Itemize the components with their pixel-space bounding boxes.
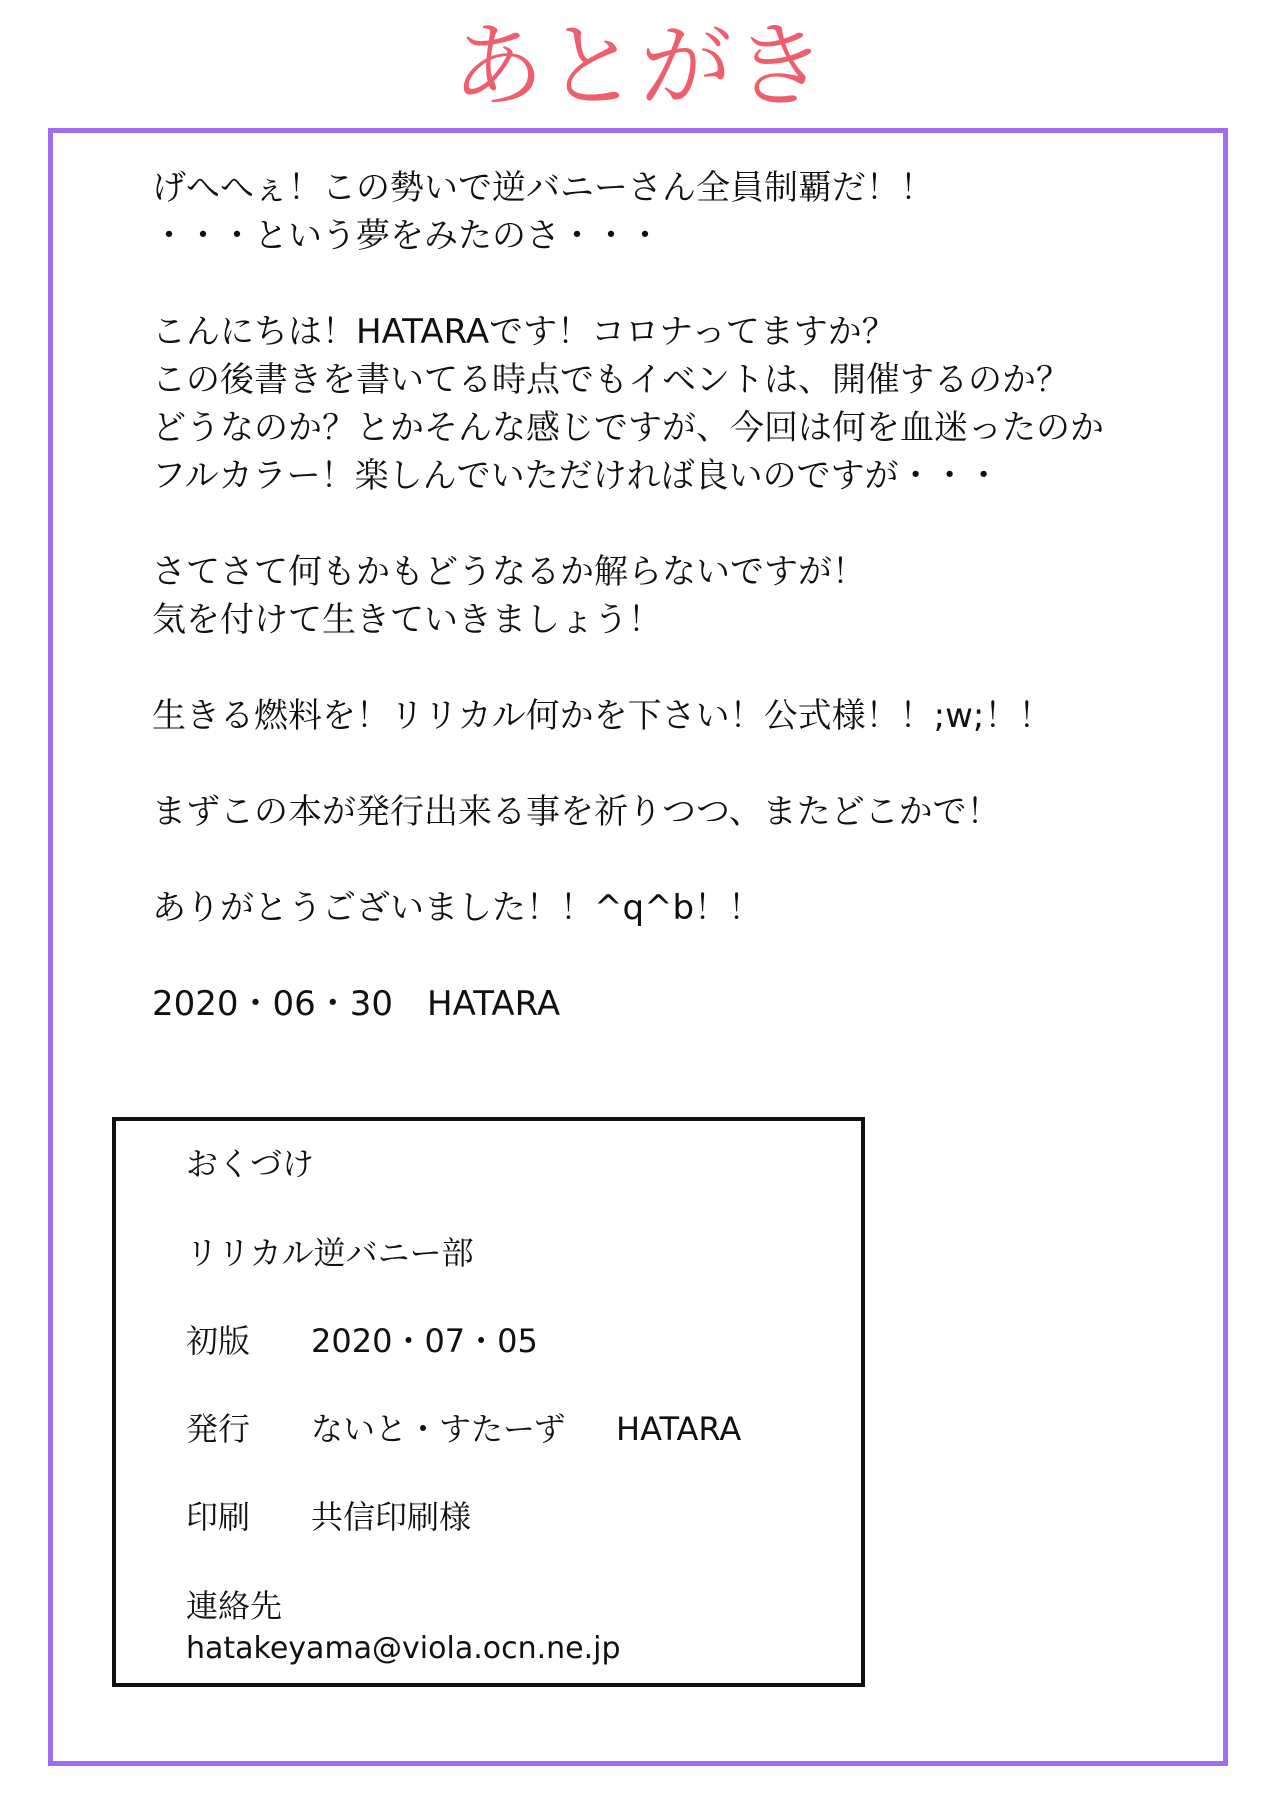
text-line: この後書きを書いてる時点でもイベントは、開催するのか？ [152, 360, 1070, 400]
first-edition-label: 初版 [186, 1322, 251, 1360]
text-line: ありがとうございました！！^q^b！！ [152, 888, 763, 928]
text-line: げへへぇ！この勢いで逆バニーさん全員制覇だ！！ [152, 168, 934, 208]
contact-label: 連絡先 [186, 1587, 283, 1625]
paragraph [152, 788, 1192, 836]
publisher-author: HATARA [616, 1410, 742, 1448]
contact-email: hatakeyama@viola.ocn.ne.jp [186, 1631, 621, 1666]
text-line: まずこの本が発行出来る事を祈りつつ、またどこかで！ [152, 792, 1001, 832]
colophon-box [112, 1117, 865, 1687]
colophon-heading: おくづけ [186, 1145, 315, 1183]
paragraph [152, 884, 1192, 932]
first-edition-value: 2020・07・05 [311, 1322, 538, 1360]
first-edition-row [186, 1321, 538, 1361]
text-line: どうなのか？とかそんな感じですが、今回は何を血迷ったのか [152, 408, 1104, 448]
printer-label: 印刷 [186, 1498, 251, 1536]
book-title: リリカル逆バニー部 [186, 1234, 474, 1272]
publisher-row [186, 1409, 742, 1449]
text-line: こんにちは！HATARAです！コロナってますか？ [152, 312, 896, 352]
publisher-label: 発行 [186, 1410, 251, 1448]
printer-value: 共信印刷様 [311, 1498, 472, 1536]
text-line: 生きる燃料を！リリカル何かを下さい！公式様！！;w;！！ [152, 696, 1053, 736]
text-line: 気を付けて生きていきましょう！ [152, 600, 662, 640]
text-line: ・・・という夢をみたのさ・・・ [152, 216, 662, 256]
text-line: フルカラー！楽しんでいただければ良いのですが・・・ [152, 456, 1001, 496]
paragraph [152, 980, 1192, 1028]
text-line: さてさて何もかもどうなるか解らないですが！ [152, 552, 866, 592]
printer-row [186, 1497, 472, 1537]
paragraph [152, 548, 1192, 644]
publisher-value: ないと・すたーず [311, 1410, 566, 1448]
paragraph [152, 308, 1192, 500]
afterword-text [152, 164, 1192, 1076]
paragraph [152, 164, 1192, 260]
paragraph [152, 692, 1192, 740]
signature-line: 2020・06・30 HATARA [152, 984, 561, 1024]
page-title: あとがき [451, 13, 828, 120]
